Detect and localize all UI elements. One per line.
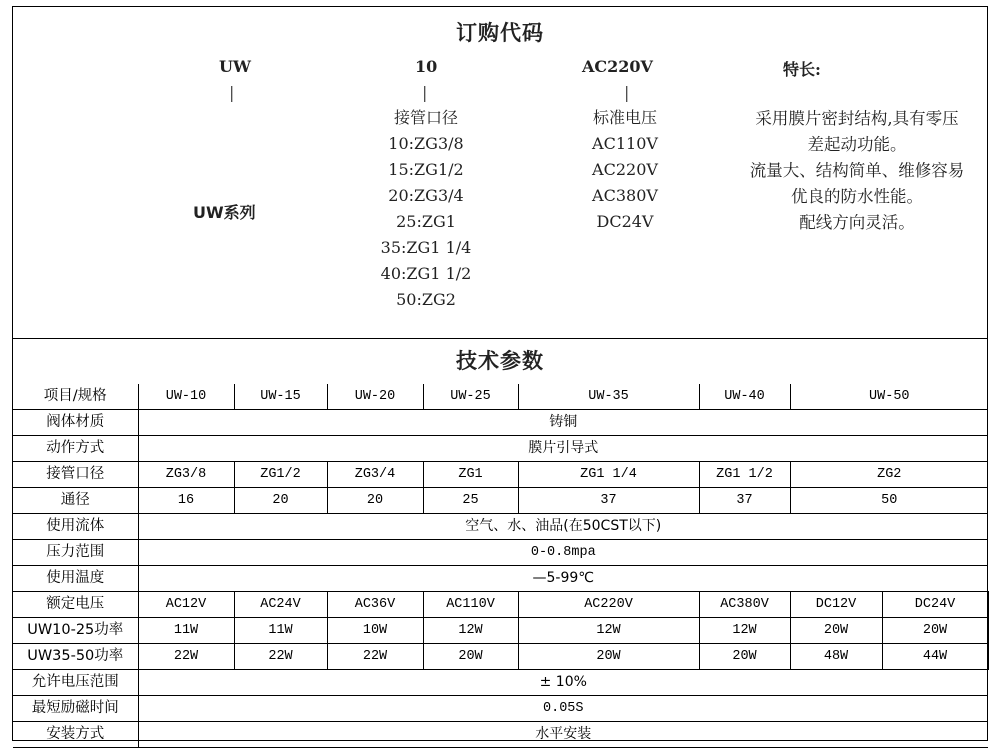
table-cell: UW-25 (423, 384, 518, 410)
table-cell: AC110V (423, 592, 518, 618)
connector-line: | (229, 83, 235, 102)
table-cell: 37 (699, 488, 790, 514)
row-label: 接管口径 (13, 462, 138, 488)
connector-line: | (624, 83, 630, 102)
table-cell: 22W (138, 644, 234, 670)
table-cell: 20W (699, 644, 790, 670)
pipe-size-list (351, 105, 501, 313)
table-row (13, 540, 988, 566)
table-cell: 12W (518, 618, 699, 644)
table-cell: 37 (518, 488, 699, 514)
table-cell: 22W (327, 644, 423, 670)
table-cell: UW-20 (327, 384, 423, 410)
list-item: 25:ZG1 (396, 212, 456, 231)
table-row (13, 722, 988, 748)
row-label: 额定电压 (13, 592, 138, 618)
series-label: UW系列 (193, 203, 256, 222)
list-item: 接管口径 (393, 108, 458, 127)
table-cell: 20W (790, 618, 882, 644)
voltage-list (560, 105, 690, 235)
connector-line: | (422, 83, 428, 102)
table-row (13, 592, 988, 618)
list-item: DC24V (596, 212, 654, 231)
table-row (13, 384, 988, 410)
table-cell: 膜片引导式 (138, 436, 988, 462)
table-cell: 10W (327, 618, 423, 644)
table-cell: 11W (138, 618, 234, 644)
table-cell: 铸铜 (138, 410, 988, 436)
table-cell: 20 (234, 488, 327, 514)
table-cell: AC36V (327, 592, 423, 618)
table-row (13, 566, 988, 592)
row-label: 最短励磁时间 (13, 696, 138, 722)
table-row (13, 488, 988, 514)
row-label: 压力范围 (13, 540, 138, 566)
table-cell: AC12V (138, 592, 234, 618)
table-cell: ZG1 (423, 462, 518, 488)
row-label: 安装方式 (13, 722, 138, 748)
features-list (727, 106, 987, 236)
table-cell: AC220V (518, 592, 699, 618)
table-cell: ZG2 (790, 462, 988, 488)
table-cell: ZG1 1/4 (518, 462, 699, 488)
row-label: UW35-50功率 (13, 644, 138, 670)
row-label: 允许电压范围 (13, 670, 138, 696)
list-item: 标准电压 (592, 108, 657, 127)
table-cell: UW-50 (790, 384, 988, 410)
row-label: 使用温度 (13, 566, 138, 592)
table-cell: UW-10 (138, 384, 234, 410)
table-row (13, 618, 988, 644)
list-item: 15:ZG1/2 (388, 160, 464, 179)
list-item: 40:ZG1 1/2 (380, 264, 472, 283)
code-pipe-size: 10 (415, 57, 438, 76)
table-cell: 20W (882, 618, 988, 644)
row-label: 阀体材质 (13, 410, 138, 436)
table-cell: AC24V (234, 592, 327, 618)
table-cell: DC12V (790, 592, 882, 618)
table-cell: UW-35 (518, 384, 699, 410)
table-cell: 11W (234, 618, 327, 644)
table-cell: ± 10% (138, 670, 988, 696)
table-cell: 12W (423, 618, 518, 644)
table-cell: 20W (423, 644, 518, 670)
table-cell: 25 (423, 488, 518, 514)
table-row (13, 644, 988, 670)
row-label: 项目/规格 (13, 384, 138, 410)
table-cell: AC380V (699, 592, 790, 618)
table-cell: 0.05S (138, 696, 988, 722)
tech-params-title: 技术参数 (456, 348, 544, 373)
feature-line: 配线方向灵活。 (799, 213, 915, 232)
row-label: UW10-25功率 (13, 618, 138, 644)
list-item: AC380V (592, 186, 658, 205)
list-item: AC110V (592, 134, 658, 153)
list-item: 50:ZG2 (396, 290, 456, 309)
order-code-title: 订购代码 (456, 20, 544, 45)
table-cell: DC24V (882, 592, 988, 618)
feature-line: 流量大、结构简单、维修容易 (749, 161, 965, 180)
table-cell: ZG3/8 (138, 462, 234, 488)
feature-line: 采用膜片密封结构,具有零压 (755, 109, 959, 128)
list-item: 10:ZG3/8 (388, 134, 464, 153)
table-row (13, 436, 988, 462)
table-cell: 50 (790, 488, 988, 514)
table-row (13, 670, 988, 696)
table-cell: 12W (699, 618, 790, 644)
table-cell: 20 (327, 488, 423, 514)
feature-line: 优良的防水性能。 (791, 187, 923, 206)
table-cell: ZG1/2 (234, 462, 327, 488)
row-label: 通径 (13, 488, 138, 514)
table-row (13, 462, 988, 488)
list-item: AC220V (592, 160, 658, 179)
table-cell: 水平安装 (138, 722, 988, 748)
spec-table (13, 384, 988, 748)
table-cell: UW-15 (234, 384, 327, 410)
code-series: UW (219, 57, 251, 76)
table-cell: 44W (882, 644, 988, 670)
table-cell: 48W (790, 644, 882, 670)
table-cell: 空气、水、油品(在50CST以下) (138, 514, 988, 540)
table-row (13, 514, 988, 540)
table-cell: 0-0.8mpa (138, 540, 988, 566)
list-item: 35:ZG1 1/4 (380, 238, 472, 257)
features-label: 特长: (783, 60, 821, 79)
table-cell: UW-40 (699, 384, 790, 410)
table-row (13, 696, 988, 722)
table-cell: 22W (234, 644, 327, 670)
table-cell: 20W (518, 644, 699, 670)
table-cell: ZG1 1/2 (699, 462, 790, 488)
table-cell: 16 (138, 488, 234, 514)
feature-line: 差起动功能。 (807, 135, 907, 154)
row-label: 使用流体 (13, 514, 138, 540)
spec-sheet (12, 6, 988, 741)
code-voltage: AC220V (582, 57, 653, 76)
row-label: 动作方式 (13, 436, 138, 462)
table-cell: ZG3/4 (327, 462, 423, 488)
table-cell: —5-99℃ (138, 566, 988, 592)
list-item: 20:ZG3/4 (388, 186, 464, 205)
table-row (13, 410, 988, 436)
